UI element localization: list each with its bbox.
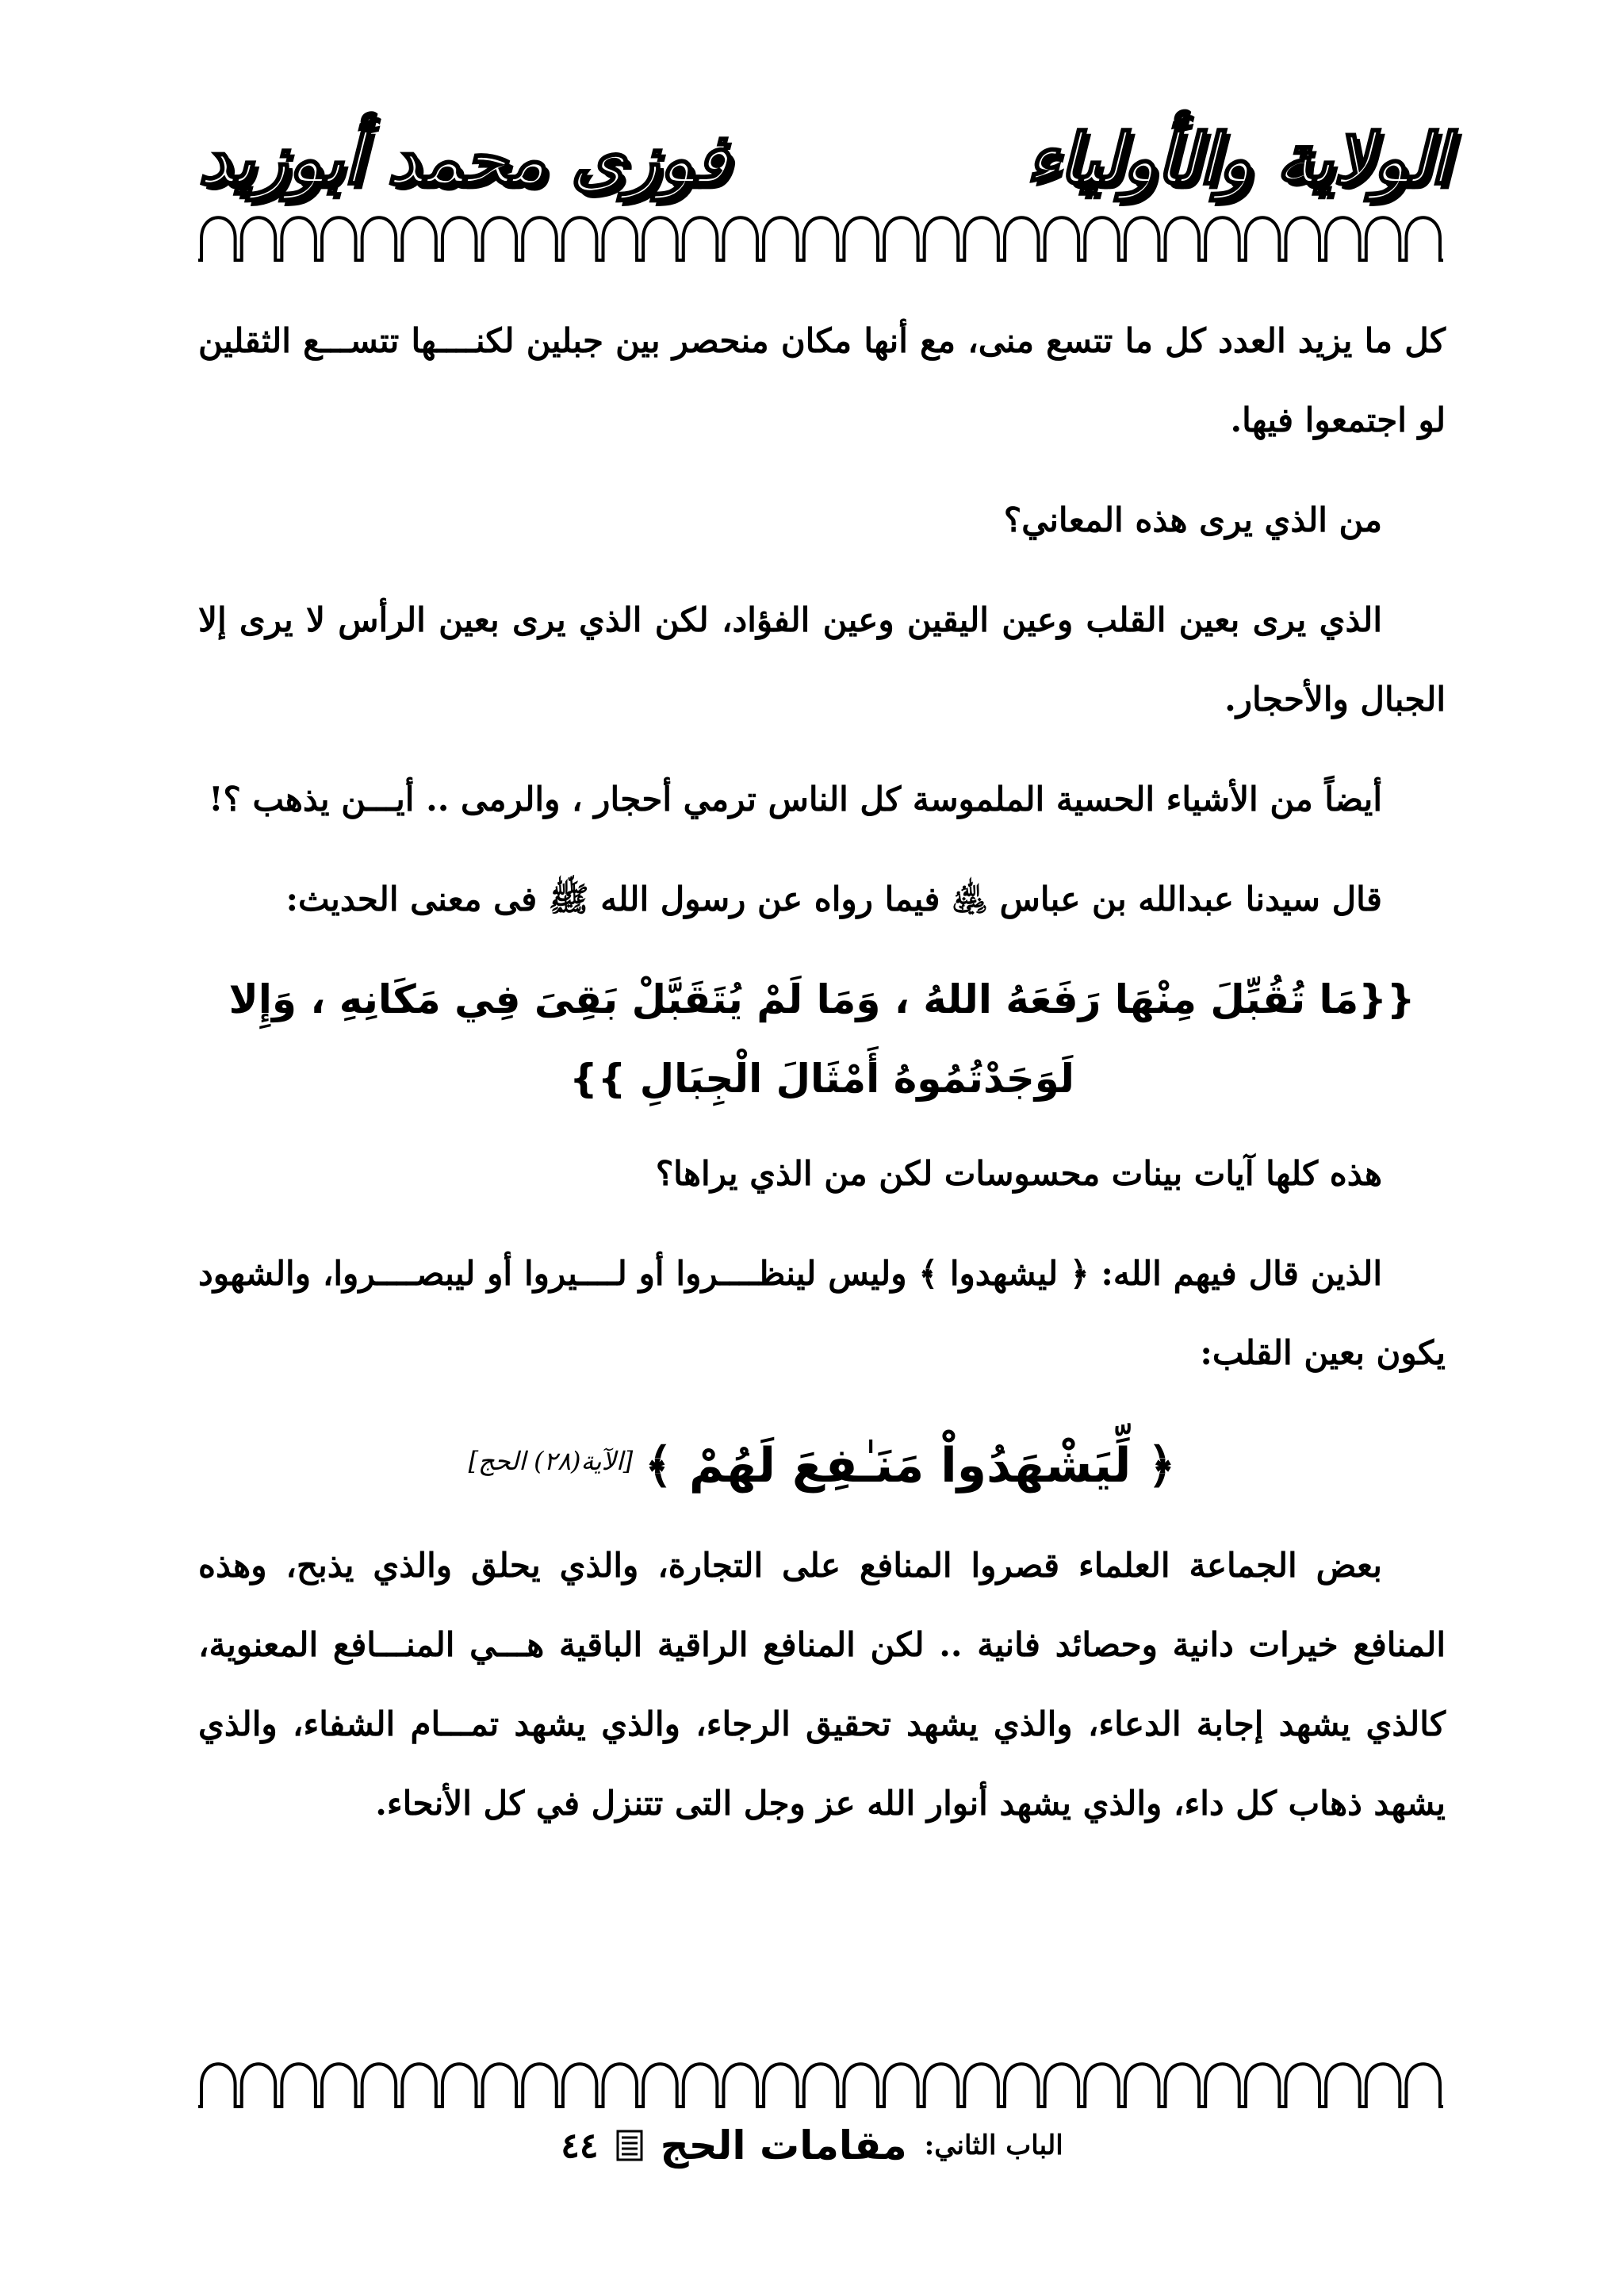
book-title: الولاية والأولياء bbox=[1026, 117, 1450, 200]
page-number: ٤٤ bbox=[561, 2125, 599, 2166]
footer-chapter: الباب الثاني: bbox=[924, 2130, 1063, 2161]
paragraph-5: قال سيدنا عبدالله بن عباس ﵁ فيما رواه عن رسول الله ﷺ فى معنى الحديث: bbox=[285, 880, 1382, 918]
page-body bbox=[198, 301, 1446, 1864]
paragraph-4: أيضاً من الأشياء الحسية الملموسة كل الناس ترمي أحجار ، والرمى .. أيـــن يذهب ؟! bbox=[209, 780, 1382, 819]
page-footer bbox=[0, 2110, 1624, 2181]
footer-chapter-title: مقامات الحج bbox=[660, 2122, 907, 2168]
paragraph-3: الذي يرى بعين القلب وعين اليقين وعين الفؤاد، لكن الذي يرى بعين الرأس لا يرى إلا الجبال والأحجار. bbox=[198, 600, 1446, 719]
hadith-quote: {{مَا تُقُبِّلَ مِنْهَا رَفَعَهُ اللهُ ، وَمَا لَمْ يُتَقَبَّلْ بَقِىَ فِي مَكَانِهِ ، وَإِلا لَوَجَدْتُمُوهُ أَمْثَالَ الْجِبَالِ }} bbox=[228, 976, 1415, 1102]
quran-verse bbox=[198, 1413, 1446, 1518]
paragraph-8: بعض الجماعة العلماء قصروا المنافع على التجارة، والذي يحلق والذي يذبح، وهذه المنافع خيرات دانية وحصائد فانية .. لكن المنافع الراقية الباقية هـــي المنـــافع المعنوية، كالذي يشهد إجابة الدعاء، والذي يشهد تحقيق الرجاء، والذي يشهد تمـــام الشفاء، والذي يشهد ذهاب كل داء، والذي يشهد أنوار الله عز وجل التى تتنزل في كل الأنحاء. bbox=[198, 1546, 1446, 1823]
decorative-arch-border-bottom bbox=[198, 2054, 1443, 2110]
page-header bbox=[198, 103, 1450, 214]
arch-border-path bbox=[198, 2064, 1443, 2107]
paragraph-2: من الذي يرى هذه المعاني؟ bbox=[1003, 500, 1382, 539]
book-icon bbox=[616, 2130, 643, 2161]
paragraph-6: هذه كلها آيات بينات محسوسات لكن من الذي يراها؟ bbox=[655, 1154, 1382, 1193]
verse-reference: [الآية(٢٨) الحج] bbox=[468, 1446, 634, 1476]
decorative-arch-border-top bbox=[198, 208, 1443, 263]
arch-border-path bbox=[198, 217, 1443, 260]
paragraph-7: الذين قال فيهم الله: ﴿ ليشهدوا ﴾ وليس لينظــــروا أو لــــيروا أو ليبصــــروا، والشهود يكون بعين القلب: bbox=[198, 1254, 1446, 1372]
verse-text: ﴿ لِّيَشْهَدُواْ مَنَـٰفِعَ لَهُمْ ﴾ bbox=[644, 1438, 1176, 1494]
paragraph-1: كل ما يزيد العدد كل ما تتسع منى، مع أنها مكان منحصر بين جبلين لكنــــها تتســـع الثقلين لو اجتمعوا فيها. bbox=[198, 321, 1446, 439]
author-name: فوزى محمد أبوزيد bbox=[198, 117, 729, 200]
